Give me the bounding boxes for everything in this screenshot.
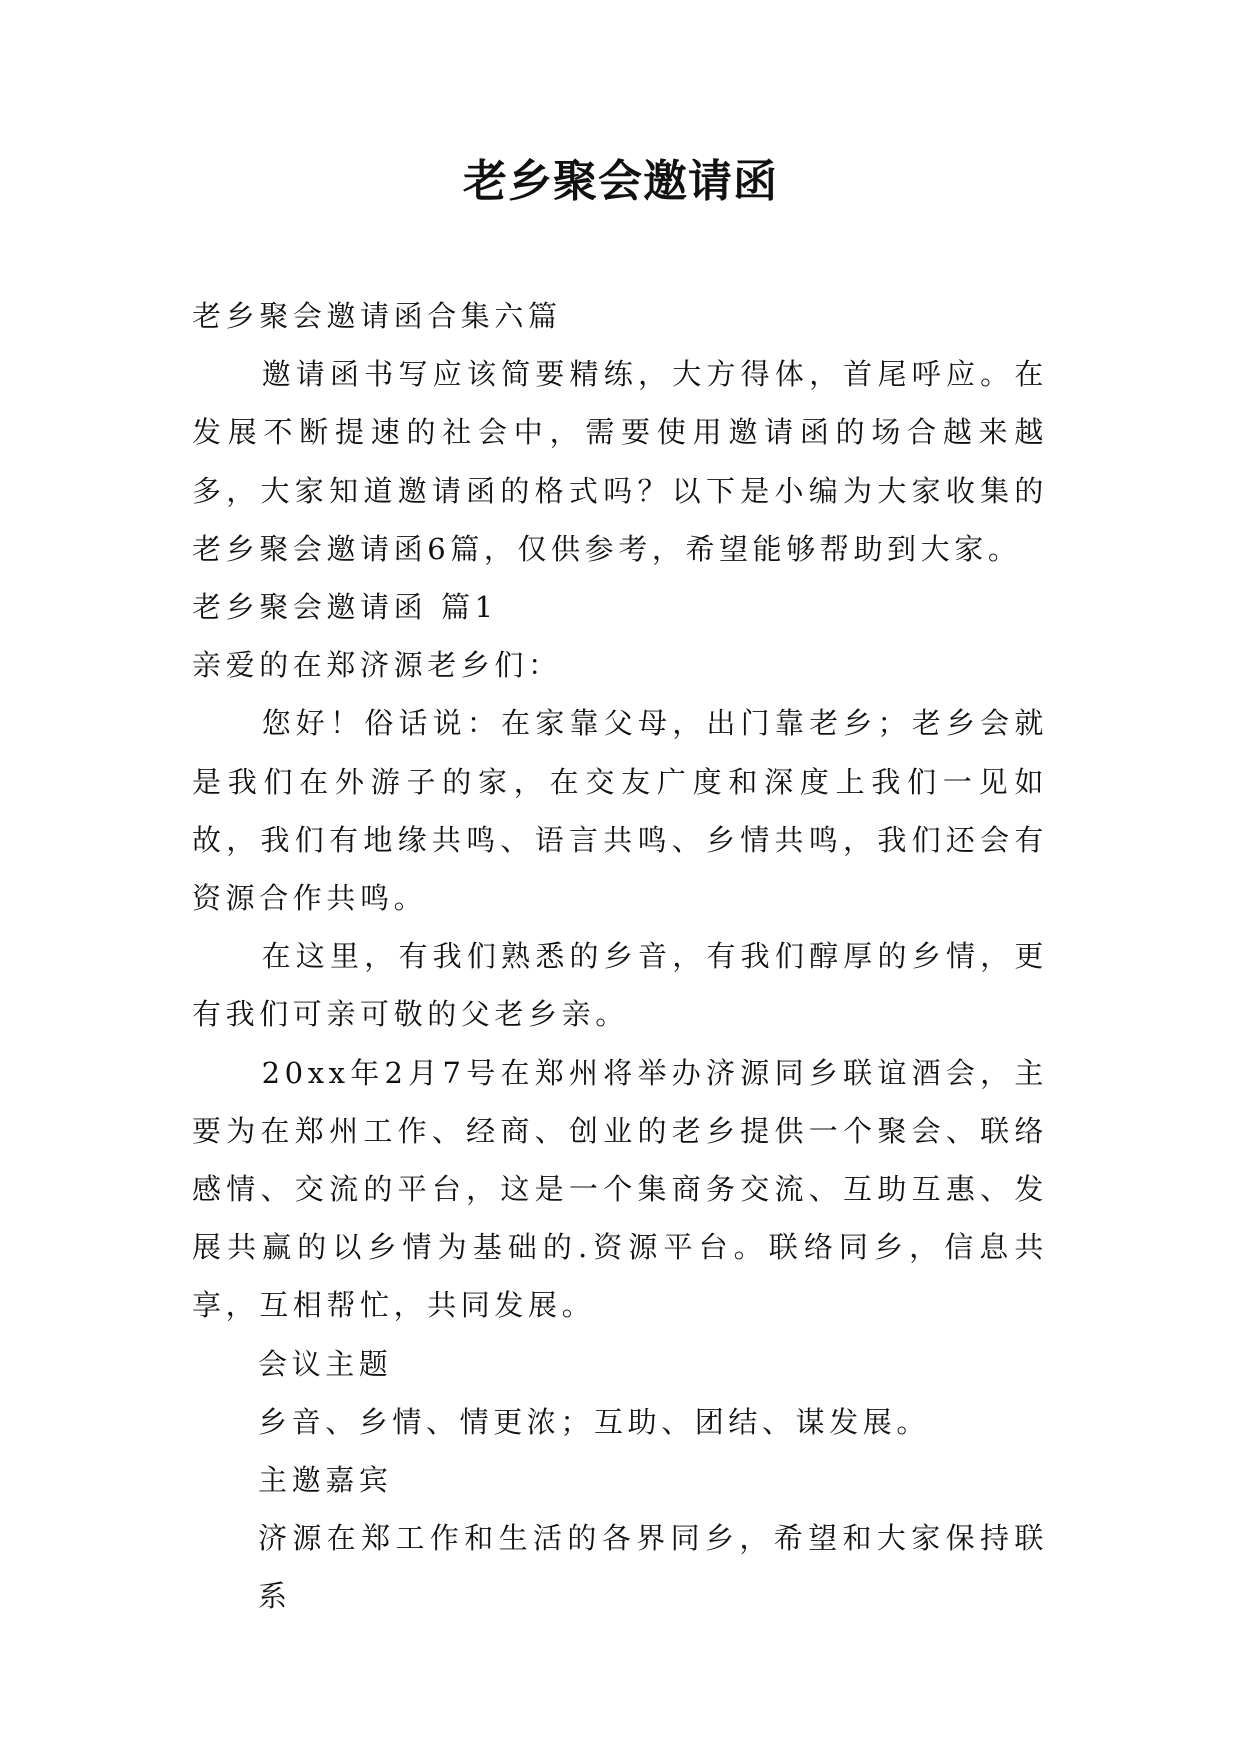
collection-heading: 老乡聚会邀请函合集六篇 xyxy=(192,299,562,333)
body-paragraph: 20xx年2月7号在郑州将举办济源同乡联谊酒会，主要为在郑州工作、经商、创业的老乡提供一个聚会、联络感情、交流的平台，这是一个集商务交流、互助互惠、发展共赢的以乡情为基础的.资源平台。联络同乡，信息共享，互相帮忙，共同发展。 xyxy=(192,1055,1048,1323)
guests-heading: 主邀嘉宾 xyxy=(258,1463,393,1498)
meeting-topic-text: 乡音、乡情、情更浓；互助、团结、谋发展。 xyxy=(258,1404,931,1439)
salutation: 亲爱的在郑济源老乡们： xyxy=(192,648,562,683)
body-paragraph: 您好！俗话说：在家靠父母，出门靠老乡；老乡会就是我们在外游子的家，在交友广度和深度上我们一见如故，我们有地缘共鸣、语言共鸣、乡情共鸣，我们还会有资源合作共鸣。 xyxy=(192,706,1048,916)
intro-paragraph: 邀请函书写应该简要精练，大方得体，首尾呼应。在发展不断提速的社会中，需要使用邀请函的场合越来越多，大家知道邀请函的格式吗？以下是小编为大家收集的老乡聚会邀请函6篇，仅供参考，希望能够帮助到大家。 xyxy=(192,357,1048,566)
section-heading: 老乡聚会邀请函 篇1 xyxy=(192,590,498,625)
document-body xyxy=(192,287,1048,1626)
guests-text: 济源在郑工作和生活的各界同乡，希望和大家保持联系 xyxy=(258,1521,1048,1614)
meeting-topic-heading: 会议主题 xyxy=(258,1346,393,1381)
document-title: 老乡聚会邀请函 xyxy=(463,156,778,207)
body-paragraph: 在这里，有我们熟悉的乡音，有我们醇厚的乡情，更有我们可亲可敬的父老乡亲。 xyxy=(192,939,1048,1032)
